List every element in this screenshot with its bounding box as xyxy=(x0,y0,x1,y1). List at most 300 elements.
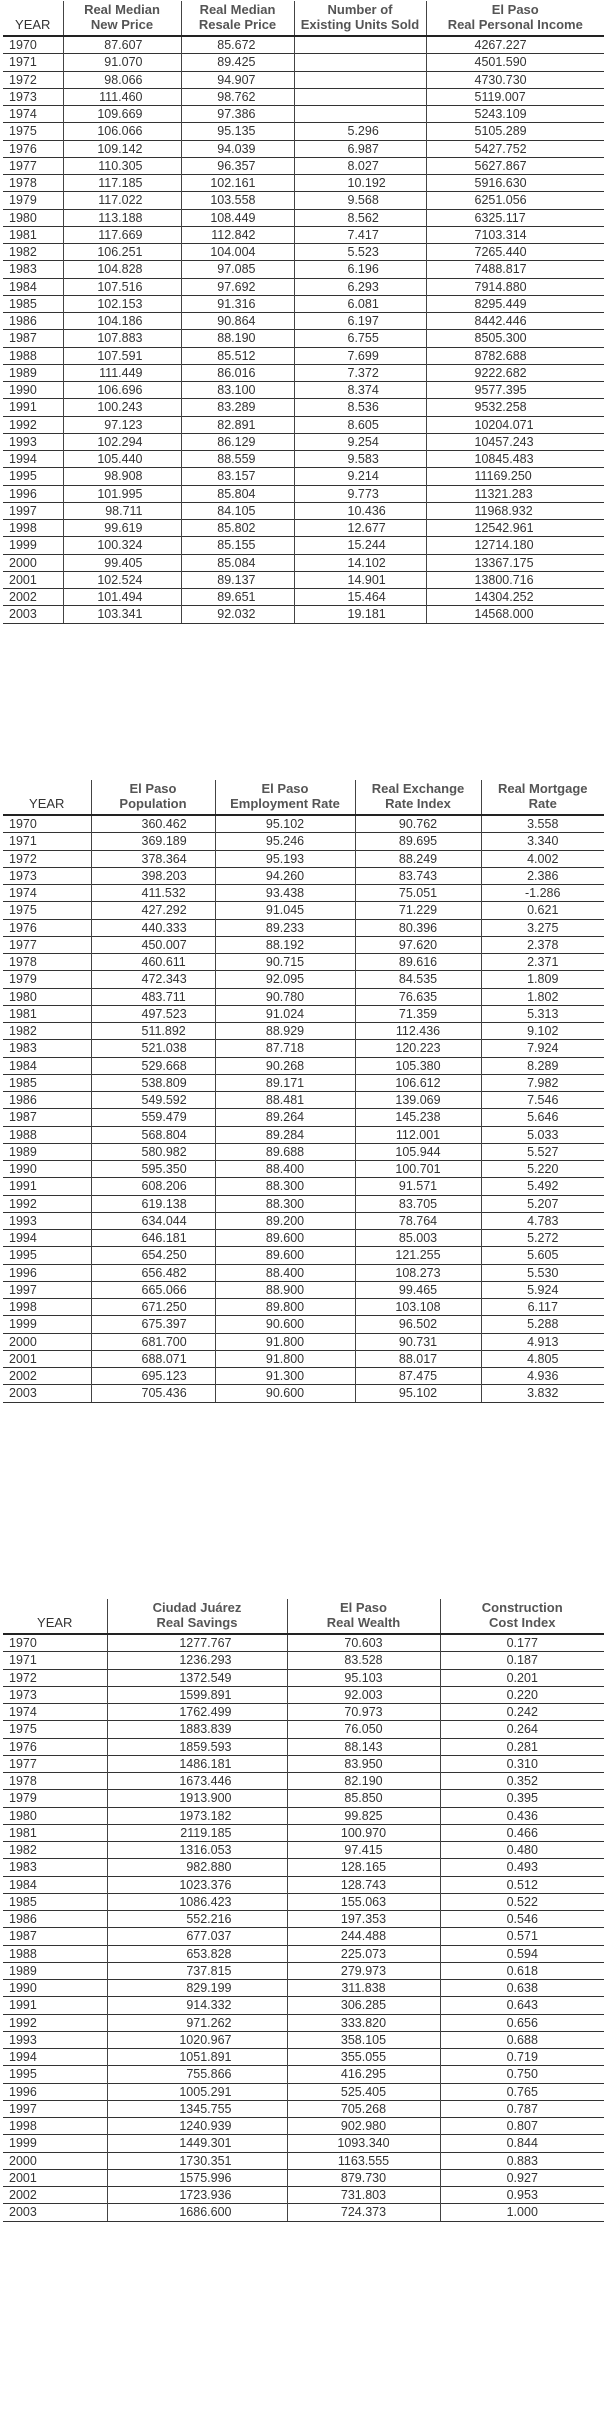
value-cell: 89.137 xyxy=(181,571,294,588)
value-cell: 6.987 xyxy=(294,140,426,157)
value-cell: 1599.891 xyxy=(107,1686,287,1703)
table-row xyxy=(3,416,604,433)
column-header: Real Median Resale Price xyxy=(181,1,294,36)
value-cell: 724.373 xyxy=(287,2204,440,2221)
column-header: Ciudad Juárez Real Savings xyxy=(107,1599,287,1634)
value-cell: 88.300 xyxy=(215,1178,355,1195)
value-cell: 89.695 xyxy=(355,833,481,850)
value-cell: 982.880 xyxy=(107,1859,287,1876)
table-row xyxy=(3,902,604,919)
table-row xyxy=(3,1928,604,1945)
value-cell: 97.386 xyxy=(181,106,294,123)
value-cell: 0.352 xyxy=(440,1773,604,1790)
table-row xyxy=(3,520,604,537)
value-cell: 90.268 xyxy=(215,1057,355,1074)
value-cell: 3.275 xyxy=(481,919,604,936)
value-cell: 829.199 xyxy=(107,1980,287,1997)
value-cell: 675.397 xyxy=(91,1316,215,1333)
table-row xyxy=(3,192,604,209)
value-cell: 0.765 xyxy=(440,2083,604,2100)
value-cell: 427.292 xyxy=(91,902,215,919)
table-row xyxy=(3,1333,604,1350)
year-cell: 1986 xyxy=(3,1911,107,1928)
year-cell: 1978 xyxy=(3,1773,107,1790)
value-cell: 11321.283 xyxy=(426,485,604,502)
year-cell: 1986 xyxy=(3,1092,91,1109)
table-row xyxy=(3,278,604,295)
table-row xyxy=(3,244,604,261)
table-row xyxy=(3,936,604,953)
table-row xyxy=(3,867,604,884)
value-cell: 89.233 xyxy=(215,919,355,936)
value-cell: 91.045 xyxy=(215,902,355,919)
column-header: Real Exchange Rate Index xyxy=(355,780,481,815)
value-cell: 311.838 xyxy=(287,1980,440,1997)
value-cell: 85.084 xyxy=(181,554,294,571)
year-cell: 2001 xyxy=(3,1350,91,1367)
value-cell: 95.246 xyxy=(215,833,355,850)
value-cell: 411.532 xyxy=(91,885,215,902)
value-cell: 102.294 xyxy=(63,433,181,450)
value-cell: 529.668 xyxy=(91,1057,215,1074)
value-cell: 85.003 xyxy=(355,1230,481,1247)
value-cell: 100.324 xyxy=(63,537,181,554)
table-row xyxy=(3,157,604,174)
year-cell: 1991 xyxy=(3,399,63,416)
table-row xyxy=(3,1264,604,1281)
value-cell: 2.371 xyxy=(481,954,604,971)
table-row xyxy=(3,1686,604,1703)
table-row xyxy=(3,1842,604,1859)
value-cell: 82.891 xyxy=(181,416,294,433)
value-cell: 94.907 xyxy=(181,71,294,88)
value-cell: 705.268 xyxy=(287,2100,440,2117)
value-cell: 96.357 xyxy=(181,157,294,174)
table-row xyxy=(3,1385,604,1402)
year-cell: 2002 xyxy=(3,2187,107,2204)
value-cell: 90.600 xyxy=(215,1385,355,1402)
value-cell: 0.201 xyxy=(440,1669,604,1686)
value-cell: 0.546 xyxy=(440,1911,604,1928)
year-cell: 1980 xyxy=(3,209,63,226)
value-cell: 7.372 xyxy=(294,364,426,381)
value-cell: 1345.755 xyxy=(107,2100,287,2117)
year-cell: 1971 xyxy=(3,54,63,71)
table-row xyxy=(3,1316,604,1333)
header-row xyxy=(3,780,604,815)
table-row xyxy=(3,175,604,192)
table-row xyxy=(3,2204,604,2221)
value-cell: 89.688 xyxy=(215,1143,355,1160)
value-cell: 100.701 xyxy=(355,1161,481,1178)
year-cell: 1992 xyxy=(3,2014,107,2031)
value-cell: 737.815 xyxy=(107,1962,287,1979)
value-cell: 90.762 xyxy=(355,815,481,833)
table-row xyxy=(3,554,604,571)
year-cell: 1990 xyxy=(3,1161,91,1178)
year-cell: 1995 xyxy=(3,2066,107,2083)
year-cell: 1973 xyxy=(3,88,63,105)
value-cell: 107.591 xyxy=(63,347,181,364)
value-cell: 93.438 xyxy=(215,885,355,902)
value-cell: 12714.180 xyxy=(426,537,604,554)
value-cell: 11968.932 xyxy=(426,502,604,519)
value-cell: 78.764 xyxy=(355,1212,481,1229)
year-cell: 1971 xyxy=(3,833,91,850)
year-cell: 1974 xyxy=(3,1704,107,1721)
table-row xyxy=(3,364,604,381)
table-row xyxy=(3,589,604,606)
value-cell: 5.033 xyxy=(481,1126,604,1143)
value-cell: 595.350 xyxy=(91,1161,215,1178)
year-cell: 1975 xyxy=(3,123,63,140)
table-row xyxy=(3,885,604,902)
table-row xyxy=(3,1652,604,1669)
value-cell: 10.436 xyxy=(294,502,426,519)
value-cell: 1236.293 xyxy=(107,1652,287,1669)
year-cell: 1974 xyxy=(3,885,91,902)
table-row xyxy=(3,1755,604,1772)
value-cell: 83.157 xyxy=(181,468,294,485)
housing-price-table-container xyxy=(3,1,604,624)
value-cell: 7103.314 xyxy=(426,226,604,243)
value-cell: 879.730 xyxy=(287,2169,440,2186)
value-cell: 91.571 xyxy=(355,1178,481,1195)
value-cell: 90.600 xyxy=(215,1316,355,1333)
year-cell: 1999 xyxy=(3,1316,91,1333)
value-cell: 101.494 xyxy=(63,589,181,606)
value-cell: 88.929 xyxy=(215,1023,355,1040)
year-cell: 1985 xyxy=(3,295,63,312)
value-cell: 104.186 xyxy=(63,313,181,330)
value-cell: 85.512 xyxy=(181,347,294,364)
value-cell: 8.536 xyxy=(294,399,426,416)
year-cell: 1992 xyxy=(3,1195,91,1212)
value-cell: 92.095 xyxy=(215,971,355,988)
value-cell: 398.203 xyxy=(91,867,215,884)
value-cell: 5.288 xyxy=(481,1316,604,1333)
value-cell: 75.051 xyxy=(355,885,481,902)
value-cell: 7914.880 xyxy=(426,278,604,295)
value-cell: 0.264 xyxy=(440,1721,604,1738)
year-cell: 2000 xyxy=(3,2152,107,2169)
table-row xyxy=(3,815,604,833)
value-cell: 89.600 xyxy=(215,1247,355,1264)
value-cell: 1277.767 xyxy=(107,1634,287,1652)
column-header: Number of Existing Units Sold xyxy=(294,1,426,36)
value-cell: 0.638 xyxy=(440,1980,604,1997)
value-cell: 0.883 xyxy=(440,2152,604,2169)
value-cell: 619.138 xyxy=(91,1195,215,1212)
value-cell: 1.802 xyxy=(481,988,604,1005)
value-cell: 99.619 xyxy=(63,520,181,537)
table-row xyxy=(3,502,604,519)
value-cell: 83.289 xyxy=(181,399,294,416)
value-cell: 11169.250 xyxy=(426,468,604,485)
value-cell: 0.522 xyxy=(440,1893,604,1910)
value-cell: 14.102 xyxy=(294,554,426,571)
year-cell: 1987 xyxy=(3,1109,91,1126)
value-cell: 654.250 xyxy=(91,1247,215,1264)
year-cell: 1981 xyxy=(3,226,63,243)
value-cell: 100.970 xyxy=(287,1824,440,1841)
value-cell: 1762.499 xyxy=(107,1704,287,1721)
year-cell: 1984 xyxy=(3,1057,91,1074)
value-cell: 3.340 xyxy=(481,833,604,850)
table-row xyxy=(3,1704,604,1721)
table-row xyxy=(3,1161,604,1178)
value-cell: 80.396 xyxy=(355,919,481,936)
value-cell: 82.190 xyxy=(287,1773,440,1790)
value-cell: 5916.630 xyxy=(426,175,604,192)
year-cell: 1989 xyxy=(3,364,63,381)
year-cell: 1977 xyxy=(3,157,63,174)
table-row xyxy=(3,988,604,1005)
value-cell: 681.700 xyxy=(91,1333,215,1350)
value-cell: 0.927 xyxy=(440,2169,604,2186)
value-cell: 86.129 xyxy=(181,433,294,450)
value-cell: 5.527 xyxy=(481,1143,604,1160)
table-row xyxy=(3,2100,604,2117)
value-cell: 8.289 xyxy=(481,1057,604,1074)
value-cell: 5.523 xyxy=(294,244,426,261)
value-cell: 102.153 xyxy=(63,295,181,312)
table-row xyxy=(3,2135,604,2152)
column-header: Real Mortgage Rate xyxy=(481,780,604,815)
year-cell: 1999 xyxy=(3,537,63,554)
year-cell: 1979 xyxy=(3,971,91,988)
value-cell: 89.600 xyxy=(215,1230,355,1247)
table-row xyxy=(3,1634,604,1652)
table-row xyxy=(3,850,604,867)
value-cell: 306.285 xyxy=(287,1997,440,2014)
value-cell: 5.207 xyxy=(481,1195,604,1212)
year-cell: 1997 xyxy=(3,502,63,519)
value-cell: 104.828 xyxy=(63,261,181,278)
year-cell: 1996 xyxy=(3,2083,107,2100)
value-cell: 128.165 xyxy=(287,1859,440,1876)
year-cell: 1980 xyxy=(3,988,91,1005)
table-row xyxy=(3,833,604,850)
value-cell: 95.193 xyxy=(215,850,355,867)
year-cell: 1985 xyxy=(3,1074,91,1091)
value-cell: 7.924 xyxy=(481,1040,604,1057)
year-cell: 1977 xyxy=(3,1755,107,1772)
value-cell: 0.512 xyxy=(440,1876,604,1893)
value-cell: 7265.440 xyxy=(426,244,604,261)
year-cell: 1984 xyxy=(3,1876,107,1893)
value-cell: 83.705 xyxy=(355,1195,481,1212)
table-row xyxy=(3,1738,604,1755)
value-cell: 120.223 xyxy=(355,1040,481,1057)
value-cell: 128.743 xyxy=(287,1876,440,1893)
value-cell: 0.436 xyxy=(440,1807,604,1824)
value-cell: 5.220 xyxy=(481,1161,604,1178)
value-cell: 8.374 xyxy=(294,382,426,399)
value-cell: 88.017 xyxy=(355,1350,481,1367)
value-cell: 117.022 xyxy=(63,192,181,209)
value-cell: 0.220 xyxy=(440,1686,604,1703)
value-cell: 355.055 xyxy=(287,2049,440,2066)
year-cell: 1975 xyxy=(3,902,91,919)
value-cell: 13367.175 xyxy=(426,554,604,571)
value-cell: 4501.590 xyxy=(426,54,604,71)
value-cell: 85.155 xyxy=(181,537,294,554)
value-cell: 98.711 xyxy=(63,502,181,519)
value-cell: 111.449 xyxy=(63,364,181,381)
table-row xyxy=(3,1005,604,1022)
value-cell: 0.787 xyxy=(440,2100,604,2117)
value-cell: 87.718 xyxy=(215,1040,355,1057)
value-cell: 378.364 xyxy=(91,850,215,867)
year-cell: 1989 xyxy=(3,1962,107,1979)
value-cell: 103.108 xyxy=(355,1299,481,1316)
value-cell xyxy=(294,106,426,123)
value-cell: 70.973 xyxy=(287,1704,440,1721)
value-cell: 9577.395 xyxy=(426,382,604,399)
table-row xyxy=(3,382,604,399)
savings-wealth-table-container xyxy=(3,1599,604,2222)
value-cell: 92.032 xyxy=(181,606,294,623)
value-cell: 88.481 xyxy=(215,1092,355,1109)
year-cell: 1970 xyxy=(3,36,63,54)
value-cell: 85.672 xyxy=(181,36,294,54)
year-cell: 1985 xyxy=(3,1893,107,1910)
year-cell: 1970 xyxy=(3,815,91,833)
value-cell: 1.809 xyxy=(481,971,604,988)
year-cell: 1997 xyxy=(3,1281,91,1298)
value-cell: 5105.289 xyxy=(426,123,604,140)
table-row xyxy=(3,1178,604,1195)
value-cell: 112.001 xyxy=(355,1126,481,1143)
value-cell: 7.699 xyxy=(294,347,426,364)
value-cell: 416.295 xyxy=(287,2066,440,2083)
value-cell: 91.070 xyxy=(63,54,181,71)
value-cell: 76.050 xyxy=(287,1721,440,1738)
value-cell: 103.341 xyxy=(63,606,181,623)
value-cell: 1883.839 xyxy=(107,1721,287,1738)
value-cell: 8.027 xyxy=(294,157,426,174)
year-cell: 1973 xyxy=(3,867,91,884)
table-row xyxy=(3,1721,604,1738)
value-cell: 525.405 xyxy=(287,2083,440,2100)
value-cell: 6.117 xyxy=(481,1299,604,1316)
value-cell: 9.773 xyxy=(294,485,426,502)
year-cell: 1995 xyxy=(3,1247,91,1264)
value-cell: 902.980 xyxy=(287,2118,440,2135)
table-row xyxy=(3,1230,604,1247)
value-cell: 71.359 xyxy=(355,1005,481,1022)
value-cell: 5.492 xyxy=(481,1178,604,1195)
table-row xyxy=(3,1962,604,1979)
value-cell: 472.343 xyxy=(91,971,215,988)
value-cell: 1.000 xyxy=(440,2204,604,2221)
year-cell: 1990 xyxy=(3,1980,107,1997)
table-row xyxy=(3,2187,604,2204)
value-cell: 103.558 xyxy=(181,192,294,209)
value-cell: 6.293 xyxy=(294,278,426,295)
value-cell: 0.466 xyxy=(440,1824,604,1841)
table-row xyxy=(3,2014,604,2031)
value-cell: 9222.682 xyxy=(426,364,604,381)
value-cell: 106.612 xyxy=(355,1074,481,1091)
year-cell: 1970 xyxy=(3,1634,107,1652)
value-cell: 89.264 xyxy=(215,1109,355,1126)
value-cell: 9.102 xyxy=(481,1023,604,1040)
year-cell: 2002 xyxy=(3,1368,91,1385)
value-cell: 8505.300 xyxy=(426,330,604,347)
table-row xyxy=(3,1143,604,1160)
value-cell: 139.069 xyxy=(355,1092,481,1109)
value-cell: 0.643 xyxy=(440,1997,604,2014)
table-row xyxy=(3,140,604,157)
value-cell: 731.803 xyxy=(287,2187,440,2204)
value-cell: 646.181 xyxy=(91,1230,215,1247)
value-cell: 89.616 xyxy=(355,954,481,971)
table-row xyxy=(3,1350,604,1367)
value-cell: 1486.181 xyxy=(107,1755,287,1772)
year-cell: 1983 xyxy=(3,1040,91,1057)
table-row xyxy=(3,1807,604,1824)
table-row xyxy=(3,2049,604,2066)
table-row xyxy=(3,1092,604,1109)
value-cell: 76.635 xyxy=(355,988,481,1005)
value-cell: 9.254 xyxy=(294,433,426,450)
value-cell: 90.780 xyxy=(215,988,355,1005)
value-cell: 7488.817 xyxy=(426,261,604,278)
value-cell: 0.480 xyxy=(440,1842,604,1859)
table-row xyxy=(3,347,604,364)
value-cell: 1913.900 xyxy=(107,1790,287,1807)
year-cell: 2000 xyxy=(3,554,63,571)
value-cell: 91.316 xyxy=(181,295,294,312)
year-cell: 1976 xyxy=(3,1738,107,1755)
year-cell: 1979 xyxy=(3,1790,107,1807)
value-cell: 100.243 xyxy=(63,399,181,416)
value-cell: 5.313 xyxy=(481,1005,604,1022)
value-cell: 90.731 xyxy=(355,1333,481,1350)
value-cell: 15.244 xyxy=(294,537,426,554)
value-cell: 5427.752 xyxy=(426,140,604,157)
table-row xyxy=(3,1195,604,1212)
year-cell: 1993 xyxy=(3,2031,107,2048)
value-cell: 121.255 xyxy=(355,1247,481,1264)
value-cell: 83.743 xyxy=(355,867,481,884)
value-cell: 88.400 xyxy=(215,1161,355,1178)
value-cell: 110.305 xyxy=(63,157,181,174)
value-cell: 83.528 xyxy=(287,1652,440,1669)
table-row xyxy=(3,71,604,88)
value-cell: 4.913 xyxy=(481,1333,604,1350)
year-cell: 1979 xyxy=(3,192,63,209)
value-cell: 360.462 xyxy=(91,815,215,833)
economic-indicators-table xyxy=(3,780,604,1403)
value-cell: 7.982 xyxy=(481,1074,604,1091)
value-cell: 0.395 xyxy=(440,1790,604,1807)
value-cell: 95.102 xyxy=(355,1385,481,1402)
value-cell: 552.216 xyxy=(107,1911,287,1928)
year-cell: 1978 xyxy=(3,175,63,192)
value-cell: 112.436 xyxy=(355,1023,481,1040)
value-cell: 0.242 xyxy=(440,1704,604,1721)
value-cell: 6.755 xyxy=(294,330,426,347)
table-row xyxy=(3,1281,604,1298)
value-cell: 14.901 xyxy=(294,571,426,588)
value-cell: 71.229 xyxy=(355,902,481,919)
value-cell: 1973.182 xyxy=(107,1807,287,1824)
value-cell: 111.460 xyxy=(63,88,181,105)
year-cell: 1972 xyxy=(3,850,91,867)
